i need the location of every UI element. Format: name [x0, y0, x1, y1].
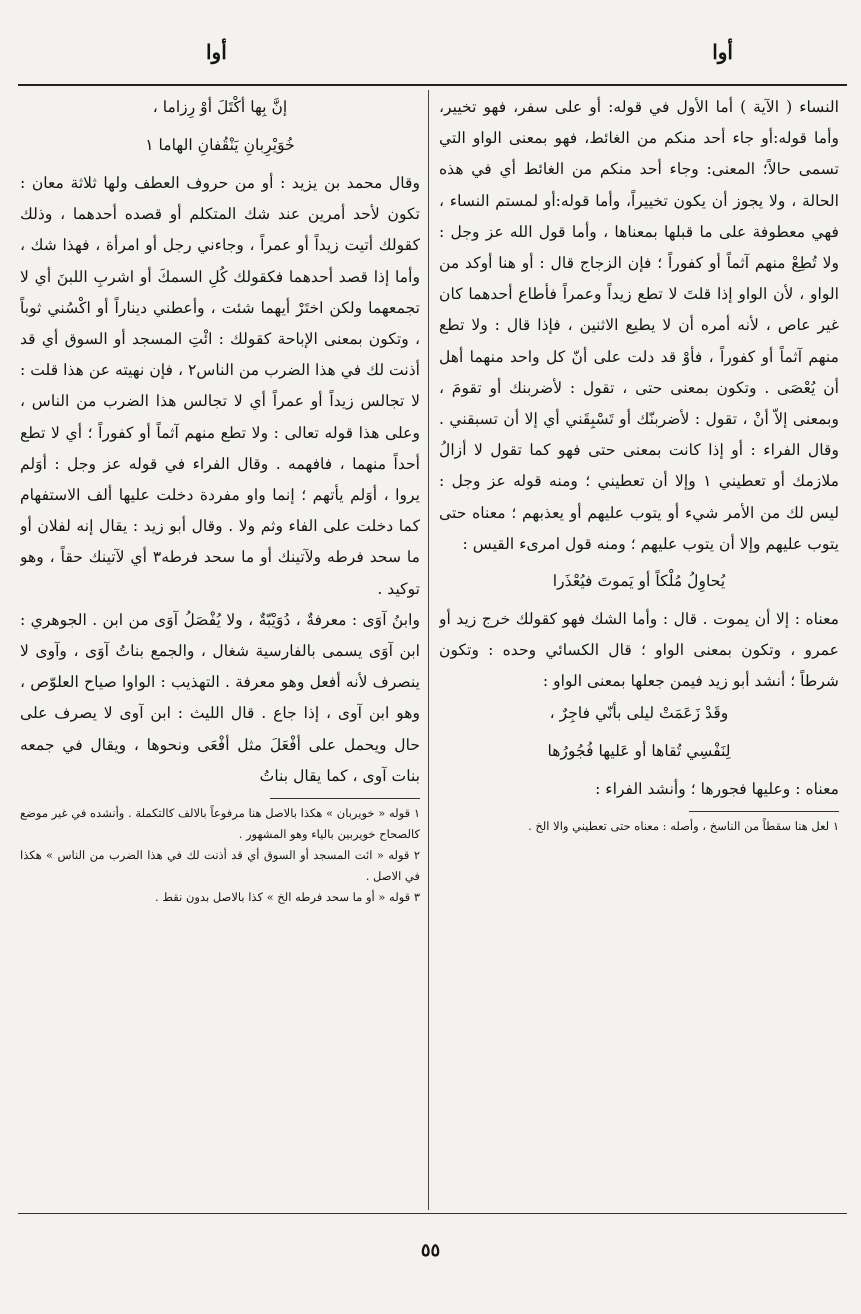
right-verse-2a: وقَدْ زَعَمَتْ ليلى بأنّي فاجِرٌ ، [549, 703, 729, 722]
right-verse-2b: لِنَفْسِي تُقاها أو عَليها فُجُورُها [547, 741, 731, 760]
right-verse-1: يُحاوِلُ مُلْكاً أو يَموتَ فيُعْذَرا [552, 572, 726, 591]
right-footnote-rule [689, 811, 839, 812]
left-paragraph-1: وقال محمد بن يزيد : أو من حروف العطف ولها ثلاثة معان : تكون لأحد أمرين عند شك المتكلم أو قصده أحدهما ، وذلك كقولك أتيت زيداً أو عمراً ، وجاءني رجل أو امرأة ، فهذا شك ، وأما إذا قصد أحدهما فكقولك كُلِ السمكَ أو اشربِ اللبنَ أي لا تجمعهما ولكن اختَرْ أيهما شئت ، وأعطني ديناراً أو اكْسُني ثوباً ، وتكون بمعنى الإباحة كقولك : ائْتِ المسجد أو السوق أي قد أذنت لك في هذا الضرب من الناس٢ ، فإن نهيته عن هذا قلت : لا تجالس زيداً أو عمراً أي لا تجالس هذا الضرب من الناس ، وعلى هذا قوله تعالى : ولا تطع منهم آثماً أو كفوراً ؛ أي لا تطع أحداً منهما ، فافهمه . وقال الفراء في قوله عز وجل : أوَلم يروا ، أوَلم يأتهم ؛ إنما واو مفردة دخلت عليها ألف الاستفهام كما دخلت على الفاء وثم ولا . وقال أبو زيد : يقال إنه لفلان أو ما سحد فرطه ولآتينك أو ما سحد فرطه٣ أي لآتينك حقاً ، وهو توكيد . [20, 174, 420, 598]
right-paragraph-1: النساء ( الآية ) أما الأول في قوله: أو على سفر، فهو تخيير، وأما قوله:أو جاء أحد منكم من الغائط، فهو بمعنى الواو التي تسمى حالاً؛ المعنى: وجاء أحد منكم من الغائط أي في هذه الحالة ، ولا يجوز أن يكون تخييراً، وأما قوله:أو لمستم النساء ، فهي معطوفة على ما قبلها بمعناها ، وأما قول الله عز وجل : ولا تُطِعْ منهم آثماً أو كفوراً ؛ فإن الزجاج قال : أو هنا أوكد من الواو ، لأن الواو إذا قلتَ لا تطع زيداً وعمراً فأطاع أحدهما كان غير عاص ، لأنه أمره أن لا يطيع الاثنين ، فإذا قال : ولا تطع منهم آثماً أو كفوراً ، فأوْ قد دلت على أنّ كل واحد منهما أهل أن يُعْصَى . وتكون بمعنى حتى ، تقول : لأضربنك أو تقومَ ، وبمعنى إلاّ أنْ ، تقول : لأضربنّك أو تَسْبِقَني أي إلا أن تسبقني . وقال الفراء : أو إذا كانت بمعنى حتى فهو كما تقول لا أزالُ ملازمك أو تعطيني ١ وإلا أن تعطيني ؛ ومنه قوله عز وجل : ليس لك من الأمر شيء أو يتوب عليهم أو يعذبهم ؛ معناه حتى يتوب عليهم وإلا أن يتوب عليهم ؛ ومنه قول امرىء القيس : [439, 98, 839, 553]
page-number: ٥٥ [420, 1240, 441, 1261]
left-footnote-2: ٢ قوله « ائت المسجد أو السوق أي قد أذنت لك في هذا الضرب من الناس » هكذا في الاصل . [20, 848, 420, 884]
left-footnote-1: ١ قوله « خويربان » هكذا بالاصل هنا مرفوعاً بالالف كالتكملة . وأنشده في غير موضع كالصحاح خويربين بالياء وهو المشهور . [20, 806, 420, 842]
right-footnote-1: ١ لعل هنا سقطاً من الناسخ ، وأصله : معناه حتى تعطيني والا الخ . [528, 818, 839, 833]
right-paragraph-2: معناه : إلا أن يموت . قال : وأما الشك فهو كقولك خرج زيد أو عمرو ، وتكون بمعنى الواو ؛ قال الكسائي وحده : وتكون شرطاً ؛ أنشد أبو زيد فيمن جعلها بمعنى الواو : [439, 610, 839, 691]
left-column [20, 92, 420, 1207]
header-rule [18, 84, 847, 86]
left-verse-a: إنَّ بِها أكْتَلَ أوْ رِزاما ، [152, 98, 288, 116]
header-word-right: أوا [712, 40, 733, 64]
left-footnote-3: ٣ قوله « أو ما سحد فرطه الخ » كذا بالاصل بدون نقط . [155, 890, 420, 905]
footer-rule [18, 1213, 847, 1214]
right-paragraph-3: معناه : وعليها فجورها ؛ وأنشد الفراء : [595, 779, 839, 798]
header-word-left: أوا [206, 40, 227, 64]
left-paragraph-2: وابنُ آوَى : معرفةٌ ، دُوَيْبّةٌ ، ولا يُفْصَلُ آوَى من ابن . الجوهري : ابن آوَى يسمى بالفارسية شغال ، والجمع بناتُ آوَى ، وآوى لا ينصرف لأنه أفعل وهو معرفة . التهذيب : الواوا صياح العلوّص ، وهو ابن آوى ، إذا جاع . قال الليث : ابن آوى لا يصرف على حال ويحمل على أفْعَلَ مثل أفْعَى ونحوها ، ويقال في جمعه بنات آوى ، كما يقال بناتُ [20, 610, 420, 785]
right-column [439, 92, 839, 1207]
column-divider [428, 90, 429, 1210]
left-footnote-rule [270, 798, 420, 799]
left-verse-b: خُوَيْرِبانِ يَنْقُفانِ الهاما ١ [145, 136, 295, 154]
page-header [0, 40, 861, 80]
